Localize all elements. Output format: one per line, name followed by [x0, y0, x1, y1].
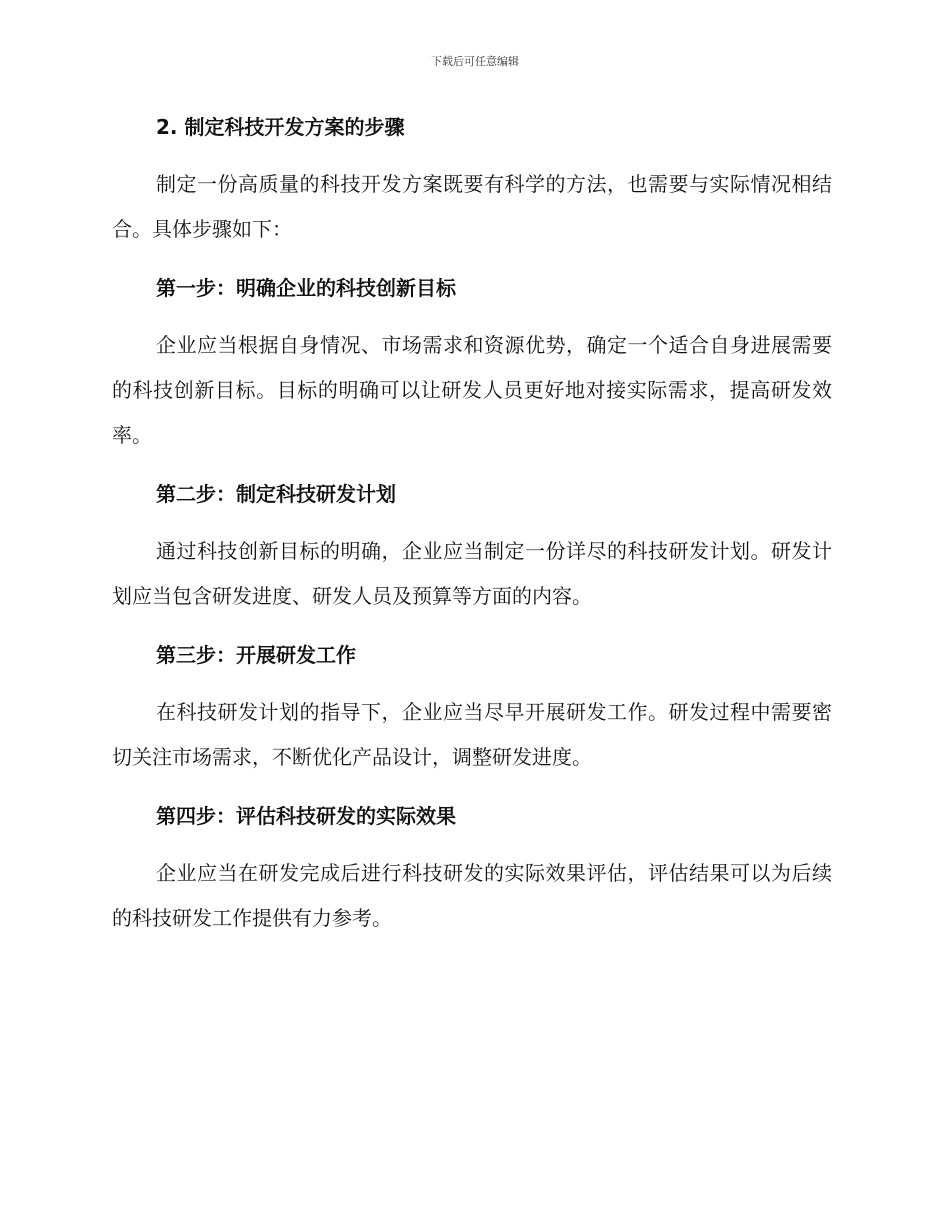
step-4-paragraph: 企业应当在研发完成后进行科技研发的实际效果评估，评估结果可以为后续的科技研发工作提供有力参考。 [112, 861, 832, 930]
step-1-paragraph: 企业应当根据自身情况、市场需求和资源优势，确定一个适合自身进展需要的科技创新目标。目标的明确可以让研发人员更好地对接实际需求，提高研发效率。 [112, 333, 832, 447]
document-body [112, 112, 832, 941]
step-1-title: 第一步：明确企业的科技创新目标 [156, 276, 456, 300]
step-2-paragraph: 通过科技创新目标的明确，企业应当制定一份详尽的科技研发计划。研发计划应当包含研发进度、研发人员及预算等方面的内容。 [112, 539, 832, 608]
step-3-paragraph: 在科技研发计划的指导下，企业应当尽早开展研发工作。研发过程中需要密切关注市场需求，不断优化产品设计，调整研发进度。 [112, 700, 832, 769]
intro-paragraph: 制定一份高质量的科技开发方案既要有科学的方法，也需要与实际情况相结合。具体步骤如下： [112, 172, 832, 241]
step-3-title: 第三步：开展研发工作 [156, 643, 356, 667]
page-header-note: 下载后可任意编辑 [431, 55, 519, 68]
step-4-title: 第四步：评估科技研发的实际效果 [156, 804, 456, 828]
step-2-title: 第二步：制定科技研发计划 [156, 482, 396, 506]
section-title: 2. 制定科技开发方案的步骤 [156, 115, 405, 139]
